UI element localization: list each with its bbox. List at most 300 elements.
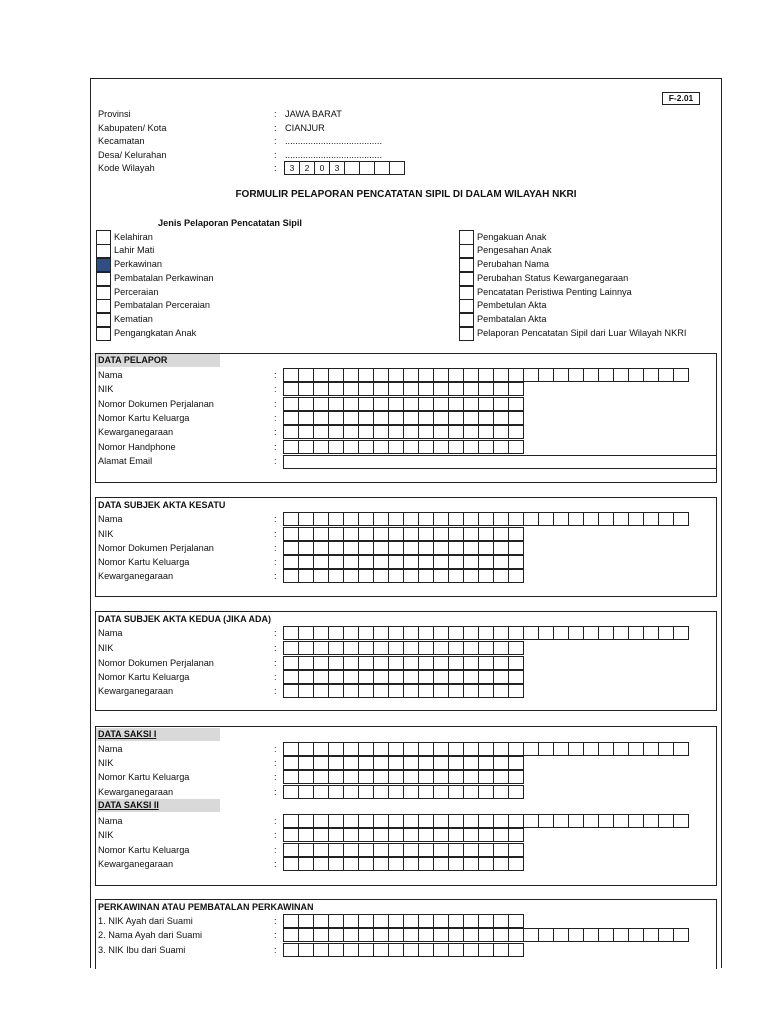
input-box[interactable] <box>478 626 494 640</box>
input-box[interactable] <box>493 569 509 583</box>
input-box[interactable] <box>583 742 599 756</box>
input-box[interactable] <box>493 368 509 382</box>
input-box[interactable] <box>373 670 389 684</box>
input-box[interactable] <box>298 828 314 842</box>
input-box[interactable] <box>358 785 374 799</box>
input-box[interactable] <box>388 368 404 382</box>
input-box-grid[interactable] <box>283 756 523 769</box>
input-box[interactable] <box>298 512 314 526</box>
input-box[interactable] <box>463 943 479 957</box>
input-box[interactable] <box>448 828 464 842</box>
input-box[interactable] <box>313 828 329 842</box>
input-box[interactable] <box>583 814 599 828</box>
input-box[interactable] <box>313 541 329 555</box>
input-box[interactable] <box>283 411 299 425</box>
input-box[interactable] <box>403 914 419 928</box>
input-box-grid[interactable] <box>283 440 523 453</box>
input-box-grid[interactable] <box>283 684 523 697</box>
input-box[interactable] <box>328 814 344 828</box>
input-box[interactable] <box>328 512 344 526</box>
input-box[interactable] <box>373 943 389 957</box>
input-box[interactable] <box>373 785 389 799</box>
input-box[interactable] <box>418 569 434 583</box>
jenis-checkbox[interactable] <box>96 230 111 245</box>
input-box[interactable] <box>313 943 329 957</box>
input-box[interactable] <box>283 814 299 828</box>
input-box[interactable] <box>388 569 404 583</box>
input-box[interactable] <box>328 943 344 957</box>
input-box[interactable] <box>403 843 419 857</box>
input-box[interactable] <box>418 527 434 541</box>
input-box[interactable] <box>313 928 329 942</box>
input-box[interactable] <box>463 440 479 454</box>
input-box[interactable] <box>403 569 419 583</box>
input-box[interactable] <box>508 814 524 828</box>
input-box[interactable] <box>283 684 299 698</box>
input-box[interactable] <box>418 555 434 569</box>
jenis-checkbox[interactable] <box>96 299 111 313</box>
input-box[interactable] <box>313 843 329 857</box>
input-box[interactable] <box>463 425 479 439</box>
input-box[interactable] <box>313 684 329 698</box>
input-box[interactable] <box>553 814 569 828</box>
jenis-checkbox[interactable] <box>459 258 474 272</box>
input-box[interactable] <box>418 684 434 698</box>
input-box[interactable] <box>298 943 314 957</box>
input-box[interactable] <box>463 382 479 396</box>
input-box[interactable] <box>538 626 554 640</box>
input-box[interactable] <box>328 857 344 871</box>
input-box[interactable] <box>493 541 509 555</box>
input-box[interactable] <box>613 626 629 640</box>
input-box[interactable] <box>313 656 329 670</box>
input-box[interactable] <box>358 425 374 439</box>
input-box[interactable] <box>478 512 494 526</box>
input-box[interactable] <box>508 656 524 670</box>
input-box[interactable] <box>673 512 689 526</box>
input-box[interactable] <box>493 914 509 928</box>
input-box-grid[interactable] <box>283 527 523 540</box>
input-box[interactable] <box>343 656 359 670</box>
input-box[interactable] <box>358 684 374 698</box>
input-box[interactable] <box>313 397 329 411</box>
input-box[interactable] <box>523 814 539 828</box>
input-box[interactable] <box>403 928 419 942</box>
input-box[interactable] <box>283 656 299 670</box>
input-box[interactable] <box>418 756 434 770</box>
input-box[interactable] <box>508 527 524 541</box>
input-box[interactable] <box>403 555 419 569</box>
input-box[interactable] <box>298 814 314 828</box>
input-box[interactable] <box>553 512 569 526</box>
input-box[interactable] <box>568 928 584 942</box>
input-box[interactable] <box>358 914 374 928</box>
input-box[interactable] <box>478 670 494 684</box>
input-box[interactable] <box>493 656 509 670</box>
input-box[interactable] <box>313 914 329 928</box>
input-box[interactable] <box>298 670 314 684</box>
input-box-grid[interactable] <box>283 656 523 669</box>
input-box[interactable] <box>403 742 419 756</box>
input-box[interactable] <box>313 670 329 684</box>
input-box[interactable] <box>388 943 404 957</box>
input-box[interactable] <box>313 425 329 439</box>
input-box[interactable] <box>328 397 344 411</box>
jenis-checkbox[interactable] <box>459 286 474 300</box>
input-box[interactable] <box>493 843 509 857</box>
input-box[interactable] <box>373 814 389 828</box>
input-box[interactable] <box>478 656 494 670</box>
input-box[interactable] <box>343 742 359 756</box>
jenis-checkbox[interactable] <box>96 313 111 327</box>
input-box[interactable] <box>613 814 629 828</box>
input-box[interactable] <box>328 641 344 655</box>
input-box[interactable] <box>463 670 479 684</box>
input-box[interactable] <box>508 626 524 640</box>
input-box[interactable] <box>298 656 314 670</box>
input-box[interactable] <box>373 440 389 454</box>
input-box[interactable] <box>388 541 404 555</box>
input-box[interactable] <box>463 555 479 569</box>
input-box[interactable] <box>508 512 524 526</box>
input-box[interactable] <box>298 397 314 411</box>
input-box[interactable] <box>373 555 389 569</box>
input-box[interactable] <box>298 368 314 382</box>
input-box[interactable] <box>508 828 524 842</box>
input-box[interactable] <box>403 943 419 957</box>
input-box[interactable] <box>433 770 449 784</box>
input-box[interactable] <box>433 914 449 928</box>
input-box[interactable] <box>403 626 419 640</box>
input-box[interactable] <box>328 440 344 454</box>
input-box[interactable] <box>283 440 299 454</box>
input-box[interactable] <box>388 425 404 439</box>
input-box[interactable] <box>508 914 524 928</box>
input-box[interactable] <box>523 626 539 640</box>
kode-digit-cell[interactable]: 3 <box>329 161 345 175</box>
input-box[interactable] <box>478 684 494 698</box>
input-box[interactable] <box>493 397 509 411</box>
input-box[interactable] <box>448 440 464 454</box>
input-box[interactable] <box>598 626 614 640</box>
input-box[interactable] <box>328 411 344 425</box>
input-box[interactable] <box>448 541 464 555</box>
input-box[interactable] <box>403 857 419 871</box>
input-box[interactable] <box>373 512 389 526</box>
input-box[interactable] <box>298 541 314 555</box>
input-box[interactable] <box>403 541 419 555</box>
input-box[interactable] <box>448 843 464 857</box>
input-box[interactable] <box>283 670 299 684</box>
input-box[interactable] <box>373 857 389 871</box>
jenis-checkbox[interactable] <box>459 299 474 313</box>
input-box[interactable] <box>643 814 659 828</box>
input-box[interactable] <box>628 368 644 382</box>
input-box[interactable] <box>598 928 614 942</box>
input-box[interactable] <box>373 843 389 857</box>
input-box[interactable] <box>508 440 524 454</box>
input-box[interactable] <box>463 785 479 799</box>
input-box-grid[interactable] <box>283 928 688 941</box>
input-box[interactable] <box>463 742 479 756</box>
input-box[interactable] <box>403 527 419 541</box>
input-box[interactable] <box>388 555 404 569</box>
input-box[interactable] <box>568 368 584 382</box>
input-box[interactable] <box>343 843 359 857</box>
input-box[interactable] <box>343 397 359 411</box>
input-box[interactable] <box>418 541 434 555</box>
jenis-checkbox[interactable] <box>96 286 111 300</box>
input-box[interactable] <box>493 828 509 842</box>
jenis-checkbox[interactable] <box>459 272 474 286</box>
input-box[interactable] <box>283 425 299 439</box>
input-box[interactable] <box>373 928 389 942</box>
input-box[interactable] <box>298 928 314 942</box>
input-box[interactable] <box>643 512 659 526</box>
input-box[interactable] <box>463 828 479 842</box>
input-box[interactable] <box>283 828 299 842</box>
input-box[interactable] <box>313 440 329 454</box>
input-box[interactable] <box>508 684 524 698</box>
input-box[interactable] <box>403 440 419 454</box>
input-box[interactable] <box>448 670 464 684</box>
input-box[interactable] <box>328 368 344 382</box>
input-box[interactable] <box>343 928 359 942</box>
input-box[interactable] <box>343 512 359 526</box>
input-box[interactable] <box>433 368 449 382</box>
input-box[interactable] <box>448 943 464 957</box>
input-box[interactable] <box>433 440 449 454</box>
input-box[interactable] <box>328 626 344 640</box>
input-box[interactable] <box>478 440 494 454</box>
input-box[interactable] <box>463 656 479 670</box>
input-box[interactable] <box>283 742 299 756</box>
input-box[interactable] <box>643 368 659 382</box>
input-box[interactable] <box>313 785 329 799</box>
input-box-grid[interactable] <box>283 843 523 856</box>
input-box[interactable] <box>283 641 299 655</box>
kode-digit-cell[interactable] <box>389 161 405 175</box>
input-box[interactable] <box>673 368 689 382</box>
input-box[interactable] <box>313 641 329 655</box>
input-box[interactable] <box>568 742 584 756</box>
input-box[interactable] <box>508 670 524 684</box>
input-box[interactable] <box>463 928 479 942</box>
input-box[interactable] <box>418 368 434 382</box>
input-box[interactable] <box>673 928 689 942</box>
input-box[interactable] <box>283 785 299 799</box>
input-box[interactable] <box>343 411 359 425</box>
input-box[interactable] <box>643 928 659 942</box>
input-box[interactable] <box>313 756 329 770</box>
input-box[interactable] <box>478 425 494 439</box>
input-box[interactable] <box>283 527 299 541</box>
input-box[interactable] <box>463 914 479 928</box>
input-box[interactable] <box>388 785 404 799</box>
input-box[interactable] <box>508 555 524 569</box>
input-box[interactable] <box>403 814 419 828</box>
input-box[interactable] <box>388 843 404 857</box>
input-box[interactable] <box>343 626 359 640</box>
input-box[interactable] <box>358 770 374 784</box>
input-box[interactable] <box>403 425 419 439</box>
input-box[interactable] <box>613 368 629 382</box>
input-box[interactable] <box>478 541 494 555</box>
input-box[interactable] <box>433 756 449 770</box>
input-box[interactable] <box>463 641 479 655</box>
input-box[interactable] <box>463 527 479 541</box>
input-box[interactable] <box>283 541 299 555</box>
input-box[interactable] <box>478 785 494 799</box>
jenis-checkbox[interactable] <box>96 258 111 272</box>
input-box[interactable] <box>448 626 464 640</box>
input-box[interactable] <box>508 641 524 655</box>
input-box[interactable] <box>388 512 404 526</box>
input-box[interactable] <box>478 814 494 828</box>
input-box[interactable] <box>433 943 449 957</box>
input-box[interactable] <box>448 397 464 411</box>
input-box[interactable] <box>373 641 389 655</box>
input-box[interactable] <box>538 512 554 526</box>
input-box[interactable] <box>568 626 584 640</box>
input-box[interactable] <box>403 411 419 425</box>
input-box[interactable] <box>583 626 599 640</box>
input-box[interactable] <box>298 569 314 583</box>
input-box[interactable] <box>433 541 449 555</box>
input-box[interactable] <box>388 440 404 454</box>
input-box[interactable] <box>328 756 344 770</box>
input-box[interactable] <box>313 555 329 569</box>
input-box[interactable] <box>403 368 419 382</box>
input-box[interactable] <box>298 742 314 756</box>
input-box[interactable] <box>418 914 434 928</box>
input-box[interactable] <box>598 368 614 382</box>
input-box[interactable] <box>433 857 449 871</box>
input-box[interactable] <box>448 770 464 784</box>
input-box[interactable] <box>343 425 359 439</box>
input-box[interactable] <box>538 368 554 382</box>
input-box[interactable] <box>283 770 299 784</box>
provinsi-value[interactable]: JAWA BARAT <box>285 109 342 119</box>
input-box[interactable] <box>373 368 389 382</box>
input-box[interactable] <box>388 914 404 928</box>
input-box[interactable] <box>283 843 299 857</box>
input-box[interactable] <box>448 382 464 396</box>
input-box[interactable] <box>433 928 449 942</box>
input-box[interactable] <box>343 756 359 770</box>
input-box[interactable] <box>478 569 494 583</box>
input-box[interactable] <box>358 555 374 569</box>
input-box[interactable] <box>358 742 374 756</box>
input-box[interactable] <box>388 527 404 541</box>
input-box[interactable] <box>403 684 419 698</box>
input-box[interactable] <box>418 626 434 640</box>
input-box[interactable] <box>418 411 434 425</box>
input-box[interactable] <box>388 828 404 842</box>
input-box-grid[interactable] <box>283 641 523 654</box>
input-box[interactable] <box>328 541 344 555</box>
input-box[interactable] <box>358 512 374 526</box>
input-box[interactable] <box>493 684 509 698</box>
input-box[interactable] <box>388 857 404 871</box>
input-box[interactable] <box>418 641 434 655</box>
input-box[interactable] <box>298 684 314 698</box>
input-box[interactable] <box>358 814 374 828</box>
input-box[interactable] <box>313 857 329 871</box>
input-box[interactable] <box>283 626 299 640</box>
input-box-grid[interactable] <box>283 914 523 927</box>
input-box[interactable] <box>448 425 464 439</box>
input-box[interactable] <box>433 742 449 756</box>
input-box[interactable] <box>298 626 314 640</box>
input-box[interactable] <box>463 569 479 583</box>
kecamatan-value[interactable]: ...................................... <box>285 136 382 146</box>
input-box[interactable] <box>478 641 494 655</box>
input-box[interactable] <box>343 770 359 784</box>
input-box[interactable] <box>313 742 329 756</box>
input-box[interactable] <box>478 411 494 425</box>
input-box[interactable] <box>418 943 434 957</box>
input-box[interactable] <box>418 814 434 828</box>
input-box[interactable] <box>508 382 524 396</box>
input-box[interactable] <box>463 368 479 382</box>
input-box[interactable] <box>448 928 464 942</box>
input-box[interactable] <box>403 641 419 655</box>
jenis-checkbox[interactable] <box>459 313 474 327</box>
input-box[interactable] <box>433 425 449 439</box>
input-box[interactable] <box>538 928 554 942</box>
input-box[interactable] <box>343 857 359 871</box>
input-box[interactable] <box>628 512 644 526</box>
input-box[interactable] <box>298 411 314 425</box>
input-box[interactable] <box>313 569 329 583</box>
input-box[interactable] <box>643 626 659 640</box>
input-box[interactable] <box>313 411 329 425</box>
input-box[interactable] <box>388 756 404 770</box>
input-box[interactable] <box>463 411 479 425</box>
kode-digit-cell[interactable]: 3 <box>284 161 300 175</box>
input-box[interactable] <box>433 814 449 828</box>
input-box[interactable] <box>523 512 539 526</box>
input-box[interactable] <box>388 742 404 756</box>
input-box[interactable] <box>373 656 389 670</box>
input-box[interactable] <box>598 742 614 756</box>
input-box[interactable] <box>493 555 509 569</box>
input-box[interactable] <box>658 742 674 756</box>
input-box[interactable] <box>298 641 314 655</box>
input-box[interactable] <box>328 670 344 684</box>
input-box[interactable] <box>388 626 404 640</box>
input-box[interactable] <box>628 814 644 828</box>
input-box[interactable] <box>508 425 524 439</box>
desa-value[interactable]: ...................................... <box>285 150 382 160</box>
input-box[interactable] <box>313 382 329 396</box>
input-box-grid[interactable] <box>283 770 523 783</box>
input-box[interactable] <box>358 368 374 382</box>
input-box[interactable] <box>673 742 689 756</box>
input-box-grid[interactable] <box>283 828 523 841</box>
input-box[interactable] <box>388 397 404 411</box>
input-box[interactable] <box>673 626 689 640</box>
input-box[interactable] <box>343 828 359 842</box>
input-box[interactable] <box>343 440 359 454</box>
input-box[interactable] <box>313 527 329 541</box>
input-box[interactable] <box>283 555 299 569</box>
input-box[interactable] <box>298 785 314 799</box>
input-box[interactable] <box>373 770 389 784</box>
input-box[interactable] <box>388 656 404 670</box>
input-box[interactable] <box>298 527 314 541</box>
